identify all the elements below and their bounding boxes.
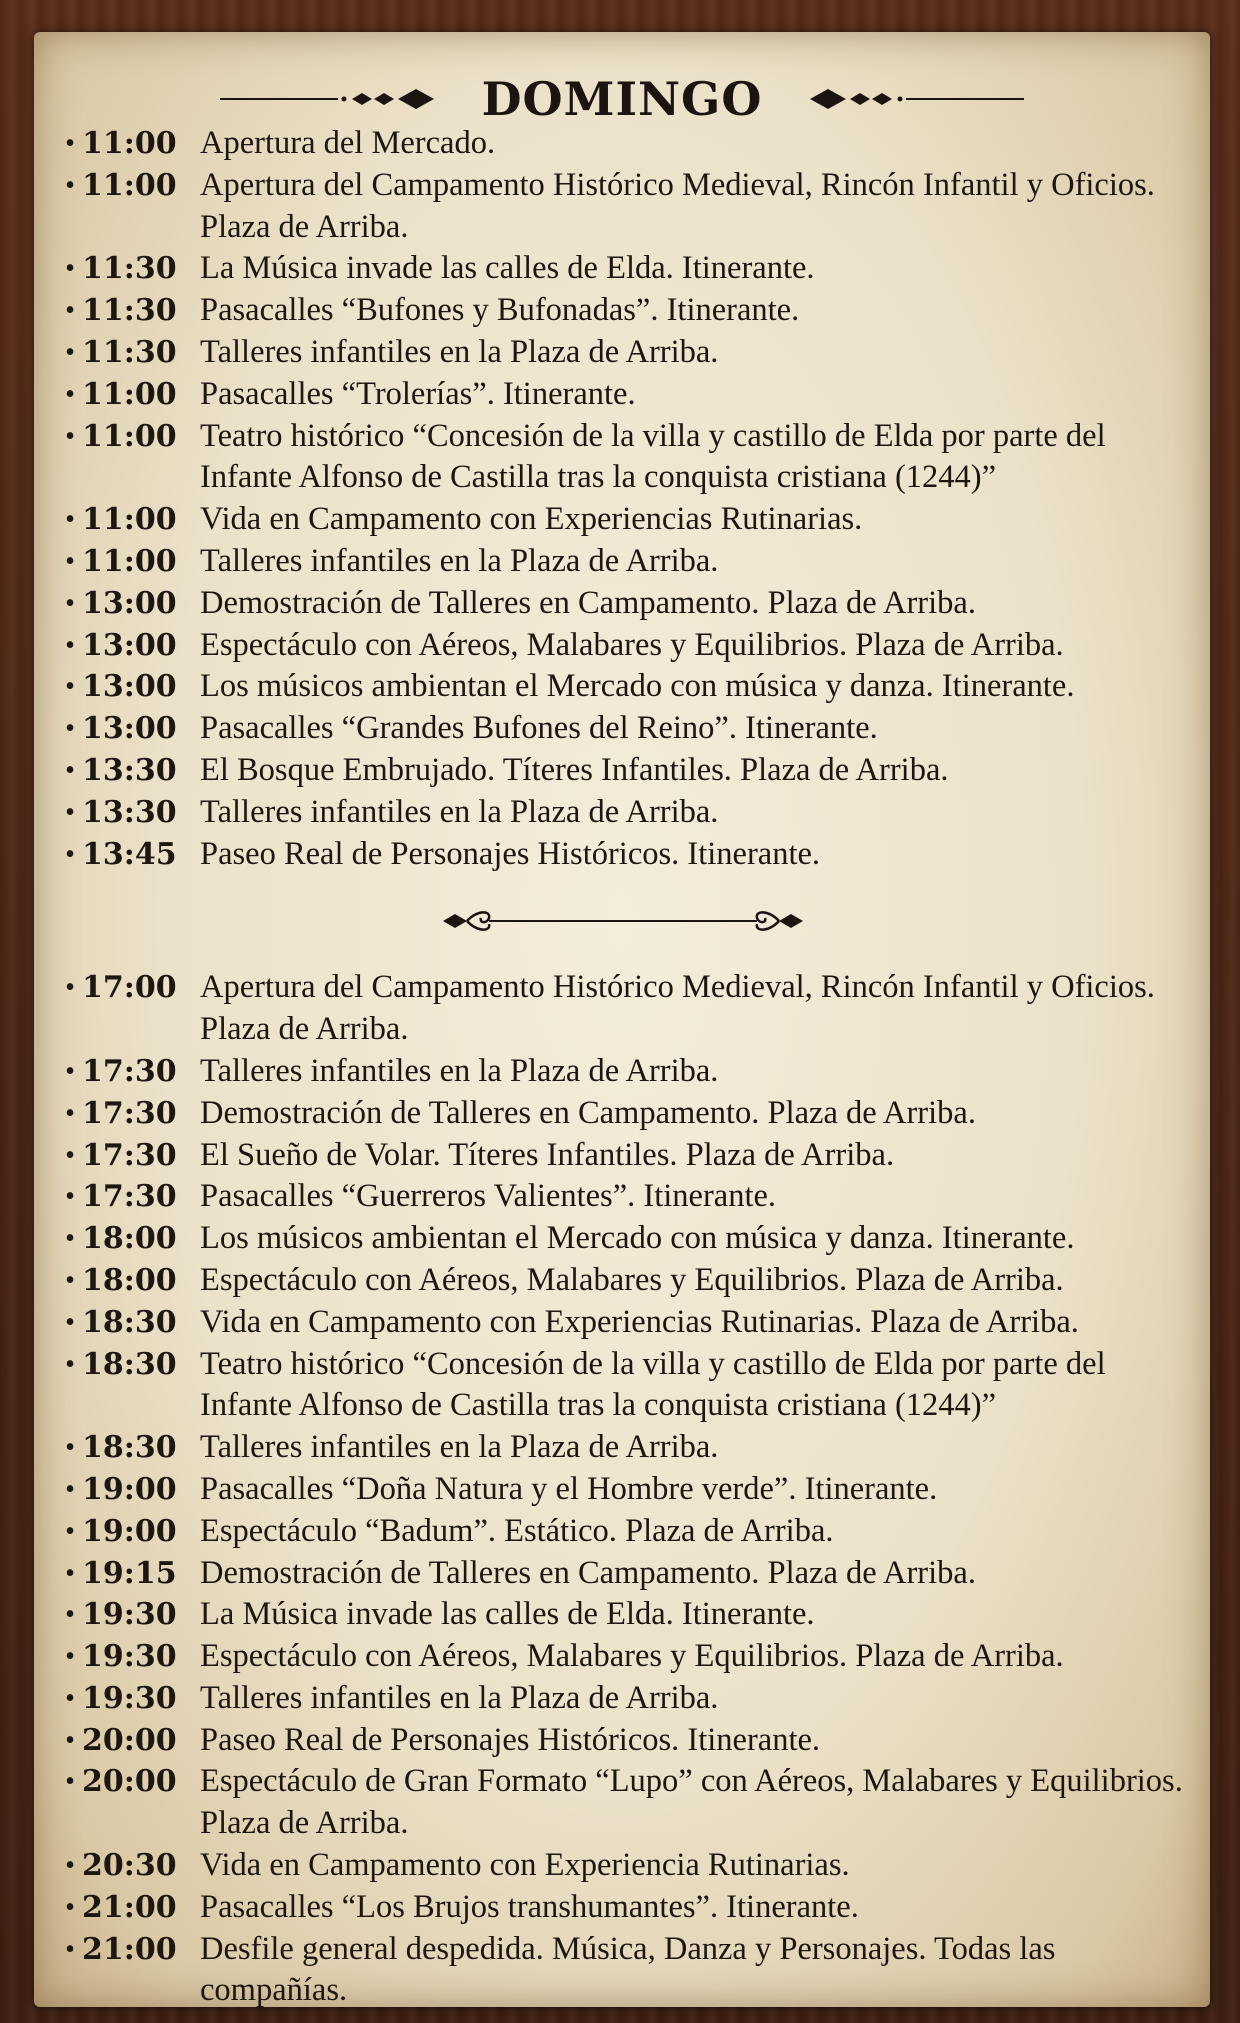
- event-description: Talleres infantiles en la Plaza de Arriba.: [200, 542, 719, 579]
- schedule-item: [58, 1051, 1188, 1093]
- bullet-dot-icon: •: [65, 295, 75, 327]
- schedule-item: [58, 165, 1188, 249]
- event-description: Pasacalles “Los Brujos transhumantes”. Itinerante.: [200, 1888, 859, 1925]
- schedule-item: [58, 708, 1188, 750]
- schedule-item: [58, 583, 1188, 625]
- schedule-item: [58, 1344, 1188, 1428]
- bullet-dot-icon: •: [65, 1557, 75, 1589]
- schedule-item: [58, 834, 1188, 876]
- bullet-dot-icon: •: [65, 796, 75, 828]
- event-description: Pasacalles “Grandes Bufones del Reino”. Itinerante.: [200, 710, 878, 747]
- event-description: Demostración de Talleres en Campamento. Plaza de Arriba.: [200, 1554, 976, 1591]
- event-description: Pasacalles “Bufones y Bufonadas”. Itinerante.: [200, 292, 800, 329]
- event-description: Teatro histórico “Concesión de la villa y castillo de Elda por parte del Infante Alfonso de Castilla tras la conquista cristiana (1244)”: [200, 1345, 1106, 1424]
- schedule-item: [58, 1135, 1188, 1177]
- bullet-dot-icon: •: [65, 504, 75, 536]
- bullet-dot-icon: •: [65, 378, 75, 410]
- bullet-dot-icon: •: [65, 1682, 75, 1714]
- event-description: Pasacalles “Guerreros Valientes”. Itinerante.: [200, 1178, 777, 1215]
- schedule-item: [58, 625, 1188, 667]
- event-description: La Música invade las calles de Elda. Itinerante.: [200, 1596, 815, 1633]
- event-description: Espectáculo con Aéreos, Malabares y Equilibrios. Plaza de Arriba.: [200, 626, 1064, 663]
- bullet-dot-icon: •: [65, 1473, 75, 1505]
- schedule-item: [58, 248, 1188, 290]
- event-time: 11:30: [82, 334, 177, 370]
- event-description: Apertura del Mercado.: [200, 125, 496, 161]
- schedule-list: [58, 123, 1188, 2012]
- event-description: El Bosque Embrujado. Títeres Infantiles. Plaza de Arriba.: [200, 751, 949, 788]
- event-description: Espectáculo con Aéreos, Malabares y Equilibrios. Plaza de Arriba.: [200, 1261, 1064, 1298]
- schedule-item: [58, 750, 1188, 792]
- schedule-item: [58, 123, 1188, 165]
- schedule-item: [58, 416, 1188, 500]
- event-time: 20:30: [82, 1848, 177, 1884]
- schedule-item: [58, 332, 1188, 374]
- page-title: DOMINGO: [481, 72, 763, 126]
- event-description: Apertura del Campamento Histórico Medieval, Rincón Infantil y Oficios. Plaza de Arriba.: [200, 166, 1155, 245]
- event-description: Pasacalles “Doña Natura y el Hombre verde”. Itinerante.: [200, 1470, 938, 1507]
- schedule-item: [58, 1636, 1188, 1678]
- bullet-dot-icon: •: [65, 1223, 75, 1255]
- ornament-right-icon: [774, 87, 1024, 111]
- event-time: 13:00: [82, 627, 177, 663]
- event-time: 11:00: [82, 543, 177, 579]
- bullet-dot-icon: •: [65, 629, 75, 661]
- schedule-item: [58, 374, 1188, 416]
- event-time: 11:00: [82, 502, 177, 538]
- bullet-dot-icon: •: [65, 1432, 75, 1464]
- event-time: 17:30: [82, 1179, 177, 1215]
- bullet-dot-icon: •: [65, 1724, 75, 1756]
- schedule-item: [58, 1427, 1188, 1469]
- bullet-dot-icon: •: [65, 1139, 75, 1171]
- event-description: Paseo Real de Personajes Históricos. Itinerante.: [200, 1721, 821, 1758]
- schedule-item: [58, 1887, 1188, 1929]
- event-description: Talleres infantiles en la Plaza de Arriba.: [200, 1052, 719, 1089]
- event-time: 17:30: [82, 1095, 177, 1131]
- bullet-dot-icon: •: [65, 972, 75, 1004]
- event-description: Demostración de Talleres en Campamento. Plaza de Arriba.: [200, 1094, 976, 1131]
- event-description: Espectáculo “Badum”. Estático. Plaza de Arriba.: [200, 1512, 834, 1549]
- event-time: 11:00: [82, 418, 177, 454]
- bullet-dot-icon: •: [65, 1599, 75, 1631]
- event-description: Talleres infantiles en la Plaza de Arriba.: [200, 333, 719, 370]
- section-divider: [58, 875, 1188, 967]
- bullet-dot-icon: •: [65, 671, 75, 703]
- event-time: 11:00: [82, 167, 177, 203]
- bullet-dot-icon: •: [65, 1850, 75, 1882]
- event-time: 13:00: [82, 585, 177, 621]
- event-description: Teatro histórico “Concesión de la villa y castillo de Elda por parte del Infante Alfonso de Castilla tras la conquista cristiana (1244)”: [200, 417, 1106, 496]
- schedule-item: [58, 1469, 1188, 1511]
- event-time: 13:30: [82, 752, 177, 788]
- bullet-dot-icon: •: [65, 838, 75, 870]
- bullet-dot-icon: •: [65, 1348, 75, 1380]
- bullet-dot-icon: •: [65, 169, 75, 201]
- bullet-dot-icon: •: [65, 1055, 75, 1087]
- schedule-item: [58, 499, 1188, 541]
- bullet-dot-icon: •: [65, 1515, 75, 1547]
- bullet-dot-icon: •: [65, 128, 75, 159]
- bullet-dot-icon: •: [65, 1766, 75, 1798]
- schedule-item: [58, 666, 1188, 708]
- schedule-item: [58, 1553, 1188, 1595]
- event-time: 20:00: [82, 1722, 177, 1758]
- event-time: 19:00: [82, 1471, 177, 1507]
- event-description: Demostración de Talleres en Campamento. Plaza de Arriba.: [200, 584, 976, 621]
- bullet-dot-icon: •: [65, 713, 75, 745]
- event-time: 19:30: [82, 1680, 177, 1716]
- event-time: 19:15: [82, 1555, 177, 1591]
- event-time: 13:30: [82, 794, 177, 830]
- bullet-dot-icon: •: [65, 1306, 75, 1338]
- schedule-item: [58, 1929, 1188, 2013]
- event-description: Talleres infantiles en la Plaza de Arriba.: [200, 1429, 719, 1466]
- schedule-item: [58, 541, 1188, 583]
- schedule-item: [58, 1720, 1188, 1762]
- event-time: 18:30: [82, 1346, 177, 1382]
- event-time: 13:45: [82, 836, 177, 872]
- event-time: 11:00: [82, 376, 177, 412]
- schedule-item: [58, 792, 1188, 834]
- event-time: 21:00: [82, 1931, 177, 1967]
- schedule-item: [58, 1845, 1188, 1887]
- ornament-left-icon: [220, 87, 470, 111]
- event-time: 11:30: [82, 293, 177, 329]
- event-description: Espectáculo de Gran Formato “Lupo” con Aéreos, Malabares y Equilibrios. Plaza de Arriba.: [200, 1763, 1183, 1842]
- schedule-item: [58, 1761, 1188, 1845]
- bullet-dot-icon: •: [65, 253, 75, 285]
- bullet-dot-icon: •: [65, 1933, 75, 1965]
- bullet-dot-icon: •: [65, 545, 75, 577]
- event-time: 17:00: [82, 970, 177, 1006]
- schedule-item: [58, 1511, 1188, 1553]
- bullet-dot-icon: •: [65, 1891, 75, 1923]
- schedule-item: [58, 967, 1188, 1051]
- bullet-dot-icon: •: [65, 1181, 75, 1213]
- schedule-item: [58, 290, 1188, 332]
- event-description: Vida en Campamento con Experiencias Rutinarias.: [200, 501, 863, 538]
- event-time: 19:00: [82, 1513, 177, 1549]
- schedule-item: [58, 1176, 1188, 1218]
- bullet-dot-icon: •: [65, 1264, 75, 1296]
- event-time: 18:00: [82, 1221, 177, 1257]
- event-time: 13:00: [82, 711, 177, 747]
- event-time: 17:30: [82, 1053, 177, 1089]
- schedule-item: [58, 1093, 1188, 1135]
- bullet-dot-icon: •: [65, 1097, 75, 1129]
- event-description: Talleres infantiles en la Plaza de Arriba.: [200, 793, 719, 830]
- event-description: Vida en Campamento con Experiencia Rutinarias.: [200, 1847, 850, 1884]
- event-time: 17:30: [82, 1137, 177, 1173]
- event-time: 18:00: [82, 1262, 177, 1298]
- event-time: 18:30: [82, 1430, 177, 1466]
- event-time: 21:00: [82, 1889, 177, 1925]
- event-description: La Música invade las calles de Elda. Itinerante.: [200, 250, 815, 287]
- event-description: Los músicos ambientan el Mercado con música y danza. Itinerante.: [200, 1220, 1075, 1257]
- bullet-dot-icon: •: [65, 754, 75, 786]
- schedule-item: [58, 1218, 1188, 1260]
- event-description: Los músicos ambientan el Mercado con música y danza. Itinerante.: [200, 668, 1075, 705]
- event-description: Desfile general despedida. Música, Danza y Personajes. Todas las compañías.: [200, 1930, 1056, 2009]
- bullet-dot-icon: •: [65, 587, 75, 619]
- event-time: 11:00: [82, 126, 177, 161]
- event-description: Espectáculo con Aéreos, Malabares y Equilibrios. Plaza de Arriba.: [200, 1638, 1064, 1675]
- event-time: 19:30: [82, 1597, 177, 1633]
- bullet-dot-icon: •: [65, 420, 75, 452]
- schedule-item: [58, 1302, 1188, 1344]
- event-time: 20:00: [82, 1764, 177, 1800]
- event-description: Apertura del Campamento Histórico Medieval, Rincón Infantil y Oficios. Plaza de Arriba.: [200, 969, 1155, 1048]
- event-time: 19:30: [82, 1639, 177, 1675]
- schedule-item: [58, 1678, 1188, 1720]
- event-time: 11:30: [82, 251, 177, 287]
- bullet-dot-icon: •: [65, 336, 75, 368]
- schedule-item: [58, 1260, 1188, 1302]
- event-description: Vida en Campamento con Experiencias Rutinarias. Plaza de Arriba.: [200, 1303, 1079, 1340]
- event-time: 13:00: [82, 669, 177, 705]
- schedule-item: [58, 1594, 1188, 1636]
- scroll-divider-icon: [443, 906, 803, 936]
- event-description: Paseo Real de Personajes Históricos. Itinerante.: [200, 835, 821, 872]
- event-time: 18:30: [82, 1304, 177, 1340]
- event-description: El Sueño de Volar. Títeres Infantiles. Plaza de Arriba.: [200, 1136, 895, 1173]
- event-description: Pasacalles “Trolerías”. Itinerante.: [200, 375, 636, 412]
- event-description: Talleres infantiles en la Plaza de Arriba.: [200, 1679, 719, 1716]
- bullet-dot-icon: •: [65, 1641, 75, 1673]
